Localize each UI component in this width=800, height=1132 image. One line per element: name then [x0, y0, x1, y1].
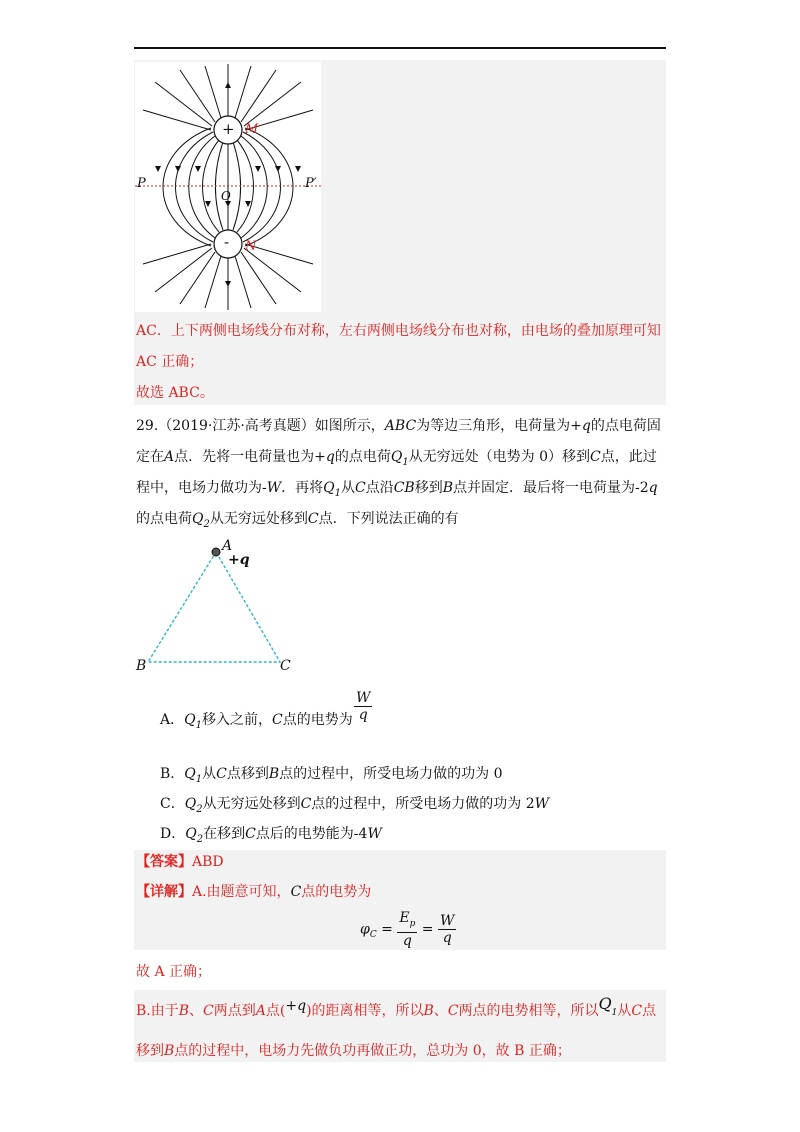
q-text: 为等边三角形，电荷量为+: [416, 418, 582, 434]
plus-charge-label: +: [222, 120, 235, 138]
question-line4: [136, 509, 459, 535]
option-text: 从无穷远处移到: [202, 796, 301, 812]
option-text: 点的过程中，所受电场力做的功为 2: [311, 796, 535, 812]
q-text: 点．先将一电荷量也为+: [174, 449, 326, 465]
label-M: M: [245, 122, 259, 137]
detail-a-correct: 故 A 正确；: [136, 964, 212, 980]
option-a[interactable]: [160, 710, 353, 736]
q-text: 定在: [136, 449, 164, 465]
answer-line: [136, 852, 224, 872]
q-var: ABC: [384, 418, 417, 434]
q-var: B: [178, 1003, 190, 1019]
detail-b-line1: [136, 994, 657, 1027]
q-var: C: [290, 884, 302, 900]
q-var: C: [271, 712, 283, 728]
answer-tag: 【答案】: [136, 854, 192, 870]
option-text: 在移到: [203, 826, 246, 842]
q-var: Q: [192, 511, 204, 527]
prev-explanation-line1: AC．上下两侧电场线分布对称，左右两侧电场线分布也对称，由电场的叠加原理可知: [136, 323, 661, 339]
detail-text: 两点的电势相等，所以: [458, 1003, 599, 1019]
q-text: 点，此过: [600, 449, 657, 465]
q-var: B: [423, 1003, 434, 1019]
prev-explanation-line2: AC 正确；: [136, 354, 204, 370]
q-var: C: [354, 480, 366, 496]
q-var: Q: [323, 480, 335, 496]
q-text: 点并固定．最后将一电荷量为-2: [453, 480, 649, 496]
prev-conclusion: 故选 ABC。: [136, 385, 214, 401]
q-var: W: [534, 796, 550, 812]
label-N: N: [245, 239, 257, 254]
q-sub: 2: [196, 803, 203, 815]
vertex-C-label: C: [280, 658, 291, 674]
q-var: C: [203, 1003, 214, 1019]
q-var: +q: [285, 998, 307, 1014]
q-text: 点．下列说法正确的有: [318, 511, 459, 527]
q-text: 如图所示，: [314, 418, 385, 434]
question-line1: [136, 416, 661, 436]
q-sub: 1: [195, 719, 202, 731]
q-text: 点沿: [365, 480, 394, 496]
label-P-prime: P′: [305, 176, 317, 191]
question-number: 29.: [136, 418, 159, 434]
option-d[interactable]: [160, 824, 382, 850]
option-label: C．: [160, 796, 185, 812]
q-var: C: [300, 796, 312, 812]
q-var: A: [255, 1003, 266, 1019]
eq-denominator: q: [442, 929, 452, 946]
q-sub: 1: [195, 773, 203, 785]
option-a-fraction: [354, 690, 372, 723]
q-text: 从无穷远处（电势为 0）移到: [408, 449, 591, 465]
q-sub: 1: [402, 456, 409, 468]
question-line3: [136, 478, 658, 504]
q-var: CB: [393, 480, 415, 496]
q-text: 程中，电场力做功为-: [136, 480, 267, 496]
eq-equals: =: [381, 921, 393, 938]
option-text: 点移到: [226, 766, 269, 782]
q-var: Q: [184, 712, 196, 728]
option-c[interactable]: [160, 794, 549, 820]
q-var: q: [648, 480, 658, 496]
detail-text: 点的电势为: [301, 884, 372, 900]
q-text: 的点电荷: [136, 511, 192, 527]
option-b[interactable]: [160, 764, 503, 790]
detail-text: 、: [189, 1003, 204, 1019]
minus-charge-label: -: [224, 233, 230, 251]
q-var: Q: [185, 826, 197, 842]
q-sub: 1: [334, 487, 341, 499]
detail-line1: [136, 882, 371, 902]
detail-text: B.由于: [136, 1003, 179, 1019]
q-var: Q: [184, 796, 197, 812]
q-var: C: [245, 826, 256, 842]
fraction-denominator: q: [358, 707, 368, 723]
q-var: A: [164, 449, 175, 465]
eq-fraction-2: [438, 913, 456, 946]
q-var: C: [590, 449, 601, 465]
q-var: Q: [184, 766, 196, 782]
detail-text: A.由题意可知，: [192, 884, 291, 900]
electric-field-lines-figure: [135, 62, 321, 312]
detail-text: 移到: [136, 1043, 164, 1059]
q-text: 移到: [414, 480, 443, 496]
q-var: C: [631, 1003, 643, 1019]
option-text: 点的电势为: [282, 712, 353, 728]
answer-value: ABD: [192, 854, 224, 870]
q-text: 的点电荷: [334, 449, 391, 465]
fraction-numerator: W: [356, 690, 371, 706]
option-text: 移入之前，: [201, 712, 272, 728]
detail-text: )的距离相等，所以: [306, 1003, 424, 1019]
vertex-A-label: A: [222, 538, 233, 554]
detail-text: 点(: [265, 1003, 286, 1019]
charge-plus-q-label: +q: [228, 552, 250, 568]
header-rule: [134, 47, 666, 49]
eq-equals: =: [421, 921, 434, 938]
q-sub: 2: [203, 518, 210, 530]
detail-tag: 【详解】: [136, 884, 192, 900]
option-text: 从: [202, 766, 217, 782]
q-text: 从无穷远处移到: [209, 511, 308, 527]
q-var: C: [447, 1003, 459, 1019]
eq-fraction-1: [397, 910, 417, 949]
detail-text: 点: [642, 1003, 657, 1019]
q-text: 从: [340, 480, 355, 496]
q-var: C: [216, 766, 227, 782]
option-text: 点的过程中，所受电场力做的功为 0: [279, 766, 503, 782]
question-line2: [136, 447, 657, 473]
q-var: q: [581, 418, 591, 434]
q-var: C: [307, 511, 319, 527]
label-O: O: [221, 189, 231, 203]
label-P: P: [137, 176, 146, 191]
eq-numerator-sub: p: [409, 918, 416, 929]
option-label: D．: [160, 826, 186, 842]
q-sub: 1: [611, 1007, 618, 1018]
eq-numerator: E: [399, 910, 410, 926]
eq-sub: C: [369, 930, 377, 941]
q-text: 的点电荷固: [590, 418, 661, 434]
option-text: 点后的电势能为-4: [255, 826, 368, 842]
eq-numerator: W: [439, 912, 455, 929]
q-var: Q: [390, 449, 403, 465]
detail-text: 、: [433, 1003, 448, 1019]
triangle-svg: [134, 540, 304, 680]
option-label: B．: [160, 766, 185, 782]
detail-text: 从: [617, 1003, 632, 1019]
q-var: W: [266, 480, 282, 496]
q-var: B: [268, 766, 280, 782]
question-source: （2019·江苏·高考真题）: [158, 418, 315, 434]
detail-b-line2: [136, 1041, 571, 1061]
detail-text: 点的过程中，电场力先做负功再做正功，总功为 0，故 B 正确；: [174, 1043, 571, 1059]
potential-equation: [360, 910, 456, 949]
detail-text: 两点到: [213, 1003, 256, 1019]
q-var: Q: [598, 994, 612, 1013]
triangle-figure: [134, 540, 304, 680]
q-text: ．再将: [281, 480, 324, 496]
q-var: B: [164, 1043, 175, 1059]
q-var: W: [367, 826, 382, 842]
option-label: A．: [160, 712, 185, 728]
q-var: q: [325, 449, 335, 465]
q-var: B: [442, 480, 453, 496]
vertex-B-label: B: [136, 658, 147, 674]
eq-phi: φ: [360, 921, 370, 938]
eq-denominator: q: [402, 932, 412, 949]
q-sub: 2: [196, 833, 204, 845]
